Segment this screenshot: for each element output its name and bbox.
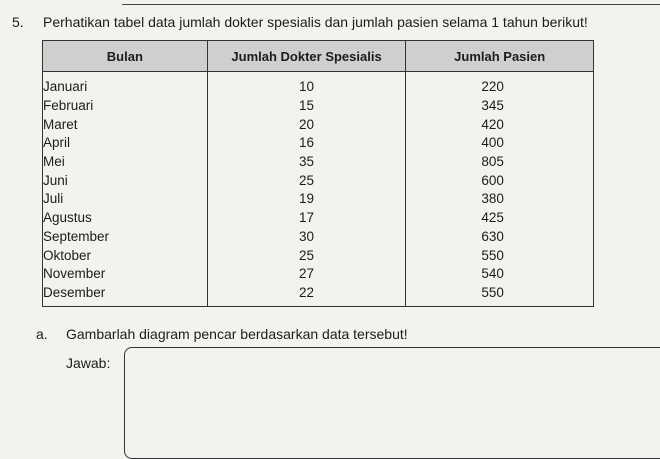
table-row xyxy=(43,115,594,134)
header-pasien: Jumlah Pasien xyxy=(406,41,594,72)
header-dokter: Jumlah Dokter Spesialis xyxy=(207,41,406,72)
cell-pasien: 540 xyxy=(406,265,594,284)
cell-month: April xyxy=(43,134,208,153)
cell-dokter: 15 xyxy=(207,97,406,116)
answer-label: Jawab: xyxy=(66,355,111,371)
cell-pasien: 400 xyxy=(406,134,594,153)
cell-dokter: 16 xyxy=(207,134,406,153)
cell-month: Oktober xyxy=(43,246,208,265)
cell-pasien: 600 xyxy=(406,171,594,190)
cell-dokter: 27 xyxy=(207,265,406,284)
cell-dokter: 35 xyxy=(207,153,406,172)
table-row xyxy=(43,72,594,97)
cell-pasien: 550 xyxy=(406,284,594,307)
cell-pasien: 380 xyxy=(406,190,594,209)
cell-month: November xyxy=(43,265,208,284)
top-rule xyxy=(122,4,660,5)
cell-month: Juli xyxy=(43,190,208,209)
cell-pasien: 220 xyxy=(406,72,594,97)
cell-dokter: 20 xyxy=(207,115,406,134)
table-row xyxy=(43,284,594,307)
subquestion-text: Gambarlah diagram pencar berdasarkan data tersebut! xyxy=(66,326,408,342)
cell-month: Juni xyxy=(43,171,208,190)
table-row xyxy=(43,246,594,265)
cell-month: Februari xyxy=(43,97,208,116)
cell-dokter: 10 xyxy=(207,72,406,97)
table-row xyxy=(43,209,594,228)
table-row xyxy=(43,265,594,284)
cell-month: Maret xyxy=(43,115,208,134)
cell-pasien: 420 xyxy=(406,115,594,134)
cell-month: Agustus xyxy=(43,209,208,228)
table-row xyxy=(43,171,594,190)
cell-dokter: 30 xyxy=(207,228,406,247)
data-table xyxy=(42,40,594,307)
cell-pasien: 345 xyxy=(406,97,594,116)
cell-month: Desember xyxy=(43,284,208,307)
table-row xyxy=(43,153,594,172)
cell-pasien: 425 xyxy=(406,209,594,228)
cell-dokter: 17 xyxy=(207,209,406,228)
cell-dokter: 25 xyxy=(207,171,406,190)
question-number: 5. xyxy=(12,14,24,30)
table-row xyxy=(43,97,594,116)
cell-month: Januari xyxy=(43,72,208,97)
subquestion-letter: a. xyxy=(36,326,48,342)
table-header-row xyxy=(43,41,594,72)
cell-pasien: 630 xyxy=(406,228,594,247)
cell-dokter: 25 xyxy=(207,246,406,265)
cell-month: Mei xyxy=(43,153,208,172)
table-row xyxy=(43,134,594,153)
answer-box[interactable] xyxy=(124,347,660,459)
cell-pasien: 805 xyxy=(406,153,594,172)
cell-dokter: 19 xyxy=(207,190,406,209)
question-text: Perhatikan tabel data jumlah dokter spesialis dan jumlah pasien selama 1 tahun berikut! xyxy=(43,14,588,30)
header-bulan: Bulan xyxy=(43,41,208,72)
cell-month: September xyxy=(43,228,208,247)
cell-pasien: 550 xyxy=(406,246,594,265)
table-row xyxy=(43,190,594,209)
cell-dokter: 22 xyxy=(207,284,406,307)
table-row xyxy=(43,228,594,247)
